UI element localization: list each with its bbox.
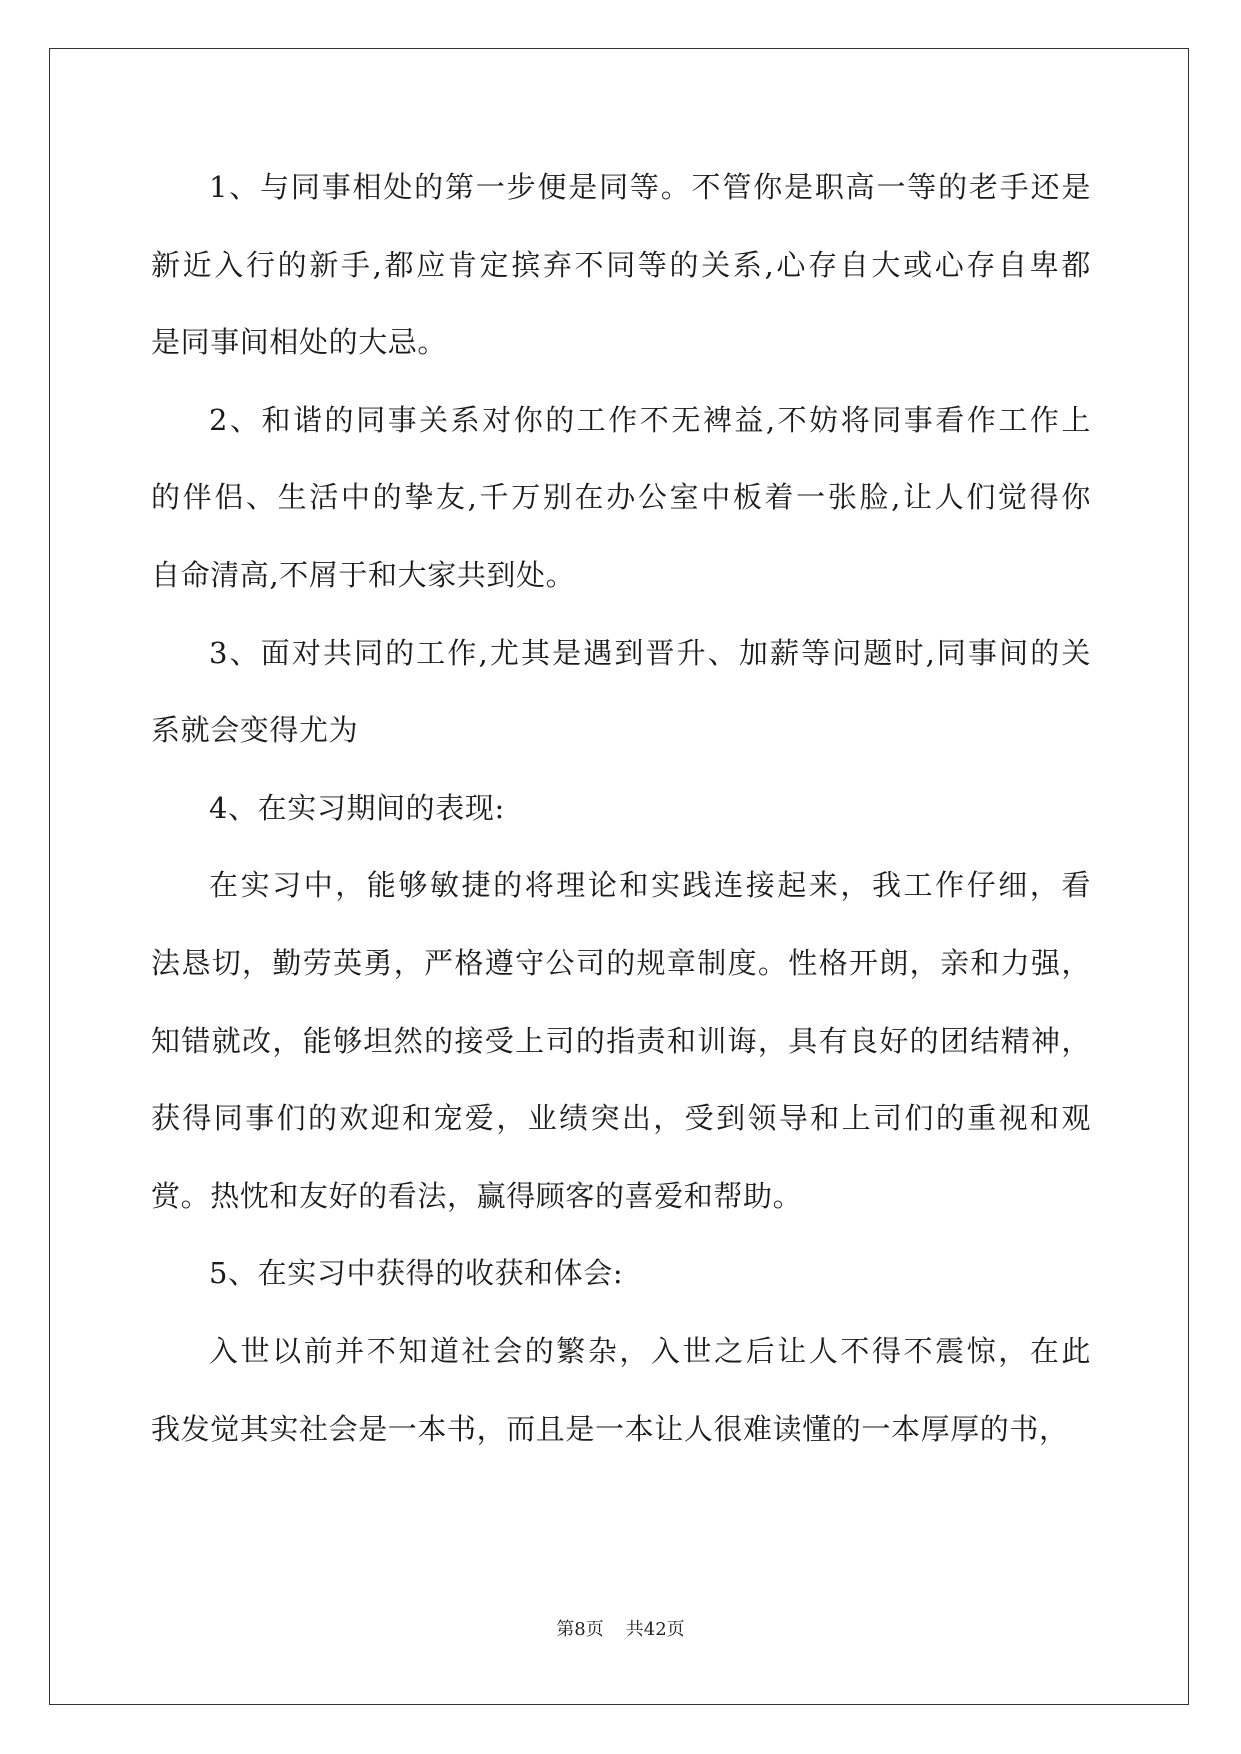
page-number: 第8页 xyxy=(556,1619,604,1640)
text-line: 入世以前并不知道社会的繁杂，入世之后让人不得不震惊，在此 xyxy=(209,1333,1093,1368)
document-body xyxy=(151,162,1094,1481)
page-footer xyxy=(0,1619,1241,1641)
page-total: 共42页 xyxy=(625,1619,685,1640)
text-line: 法恳切，勤劳英勇，严格遵守公司的规章制度。性格开朗，亲和力强， xyxy=(151,945,1092,980)
text-line: 新近入行的新手,都应肯定摈弃不同等的关系,心存自大或心存自卑都 xyxy=(151,247,1094,282)
text-line: 赏。热忱和友好的看法，赢得顾客的喜爱和帮助。 xyxy=(151,1178,803,1213)
text-line: 获得同事们的欢迎和宠爱，业绩突出，受到领导和上司们的重视和观 xyxy=(151,1101,1093,1136)
text-line: 在实习中，能够敏捷的将理论和实践连接起来，我工作仔细，看 xyxy=(209,868,1093,903)
text-line: 3、面对共同的工作,尤其是遇到晋升、加薪等问题时,同事间的关 xyxy=(209,635,1093,670)
text-line: 知错就改，能够坦然的接受上司的指责和训诲，具有良好的团结精神， xyxy=(151,1023,1092,1058)
text-line: 2、和谐的同事关系对你的工作不无裨益,不妨将同事看作工作上 xyxy=(209,402,1093,437)
text-line: 1、与同事相处的第一步便是同等。不管你是职高一等的老手还是 xyxy=(209,170,1093,204)
text-line: 系就会变得尤为 xyxy=(151,713,359,748)
text-line: 5、在实习中获得的收获和体会: xyxy=(209,1256,624,1291)
text-line: 我发觉其实社会是一本书，而且是一本让人很难读懂的一本厚厚的书， xyxy=(151,1411,1069,1446)
text-line: 4、在实习期间的表现: xyxy=(209,790,505,825)
text-line: 的伴侣、生活中的挚友,千万别在办公室中板着一张脸,让人们觉得你 xyxy=(151,480,1094,515)
text-line: 是同事间相处的大忌。 xyxy=(151,325,448,360)
text-line: 自命清高,不屑于和大家共到处。 xyxy=(151,557,576,592)
